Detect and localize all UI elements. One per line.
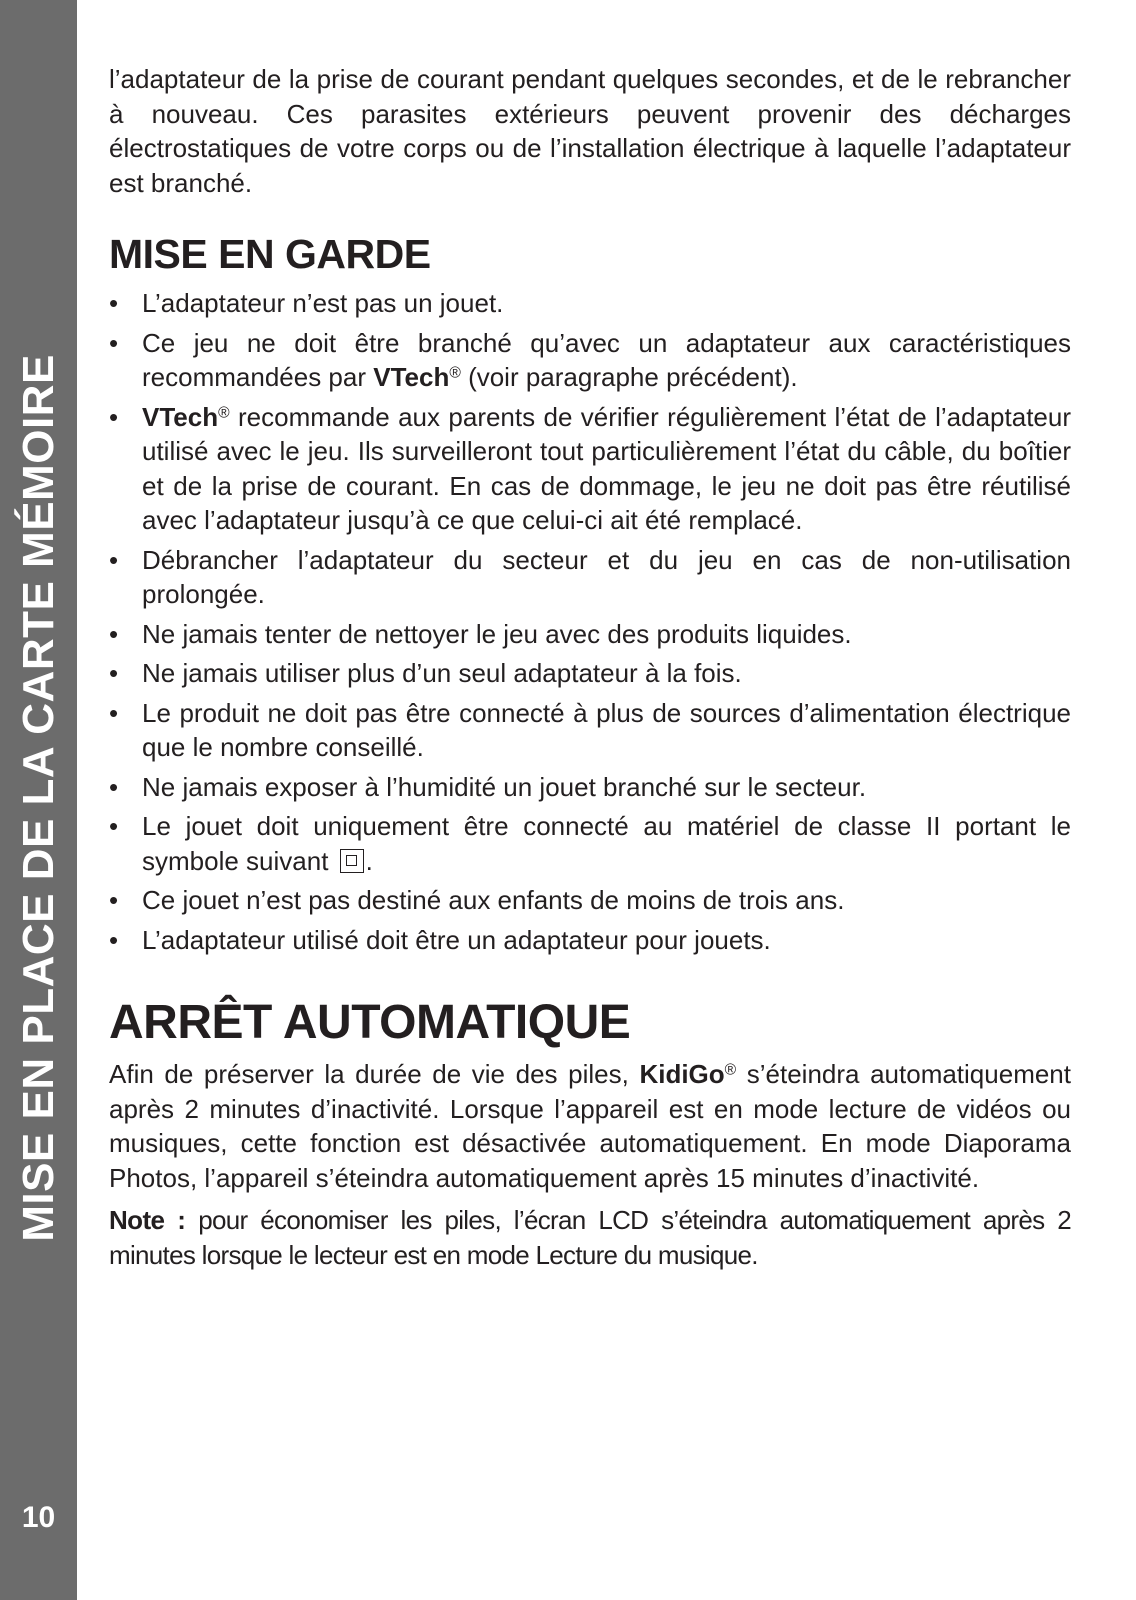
class-ii-symbol-icon (340, 849, 364, 873)
registered-mark: ® (724, 1061, 737, 1079)
sidebar-section-title: MISE EN PLACE DE LA CARTE MÉMOIRE (14, 354, 63, 1242)
list-item: • Ce jeu ne doit être branché qu’avec un adaptateur aux caractéristiques recommandées par VTech® (voir paragraphe précédent). (109, 326, 1071, 395)
list-item: • Le jouet doit uniquement être connecté au matériel de classe II portant le symbole suivant . (109, 809, 1071, 878)
heading-arret-automatique: ARRÊT AUTOMATIQUE (109, 996, 631, 1049)
note-label: Note : (109, 1205, 186, 1235)
list-item: • L’adaptateur n’est pas un jouet. (109, 286, 1071, 321)
heading-mise-en-garde: MISE EN GARDE (109, 231, 431, 277)
list-item: • Débrancher l’adaptateur du secteur et du jeu en cas de non-utilisation prolongée. (109, 543, 1071, 612)
registered-mark: ® (218, 403, 230, 421)
list-item: • Ce jouet n’est pas destiné aux enfants de moins de trois ans. (109, 883, 1071, 918)
list-item: • Ne jamais tenter de nettoyer le jeu avec des produits liquides. (109, 617, 1071, 652)
brand-kidigo: KidiGo (639, 1059, 725, 1089)
list-item: • L’adaptateur utilisé doit être un adaptateur pour jouets. (109, 923, 1071, 958)
auto-off-paragraph: Afin de préserver la durée de vie des piles, KidiGo® s’éteindra automatiquement après 2 minutes d’inactivité. Lorsque l’appareil est en mode lecture de vidéos ou musiques, cette fonction est désactivée automatiquement. En mode Diaporama Photos, l’appareil s’éteindra automatiquement après 15 minutes d’inactivité. (109, 1059, 1071, 1193)
brand-vtech: VTech (142, 401, 219, 432)
list-item: • Ne jamais utiliser plus d’un seul adaptateur à la fois. (109, 656, 1071, 691)
list-item: • VTech® recommande aux parents de vérifier régulièrement l’état de l’adaptateur utilisé avec le jeu. Ils surveilleront tout particulièrement l’état du câble, du boîtier et de la prise de courant. En cas de dommage, le jeu ne doit pas être réutilisé avec l’adaptateur jusqu’à ce que celui-ci ait été remplacé. (109, 400, 1071, 538)
sidebar-band (0, 0, 77, 1600)
warning-list (109, 286, 1071, 957)
intro-paragraph: l’adaptateur de la prise de courant pendant quelques secondes, et de le rebrancher à nouveau. Ces parasites extérieurs peuvent provenir des décharges électrostatiques de votre corps ou de l’installation électrique à laquelle l’adaptateur est branché. (109, 64, 1071, 198)
registered-mark: ® (449, 364, 461, 382)
page-number: 10 (21, 1501, 56, 1534)
page-content (109, 62, 1071, 1272)
brand-vtech: VTech (373, 362, 450, 392)
list-item: • Le produit ne doit pas être connecté à plus de sources d’alimentation électrique que le nombre conseillé. (109, 696, 1071, 765)
list-item: • Ne jamais exposer à l’humidité un jouet branché sur le secteur. (109, 770, 1071, 805)
note-paragraph: Note : pour économiser les piles, l’écran LCD s’éteindra automatiquement après 2 minutes lorsque le lecteur est en mode Lecture du musique. (109, 1205, 1071, 1270)
